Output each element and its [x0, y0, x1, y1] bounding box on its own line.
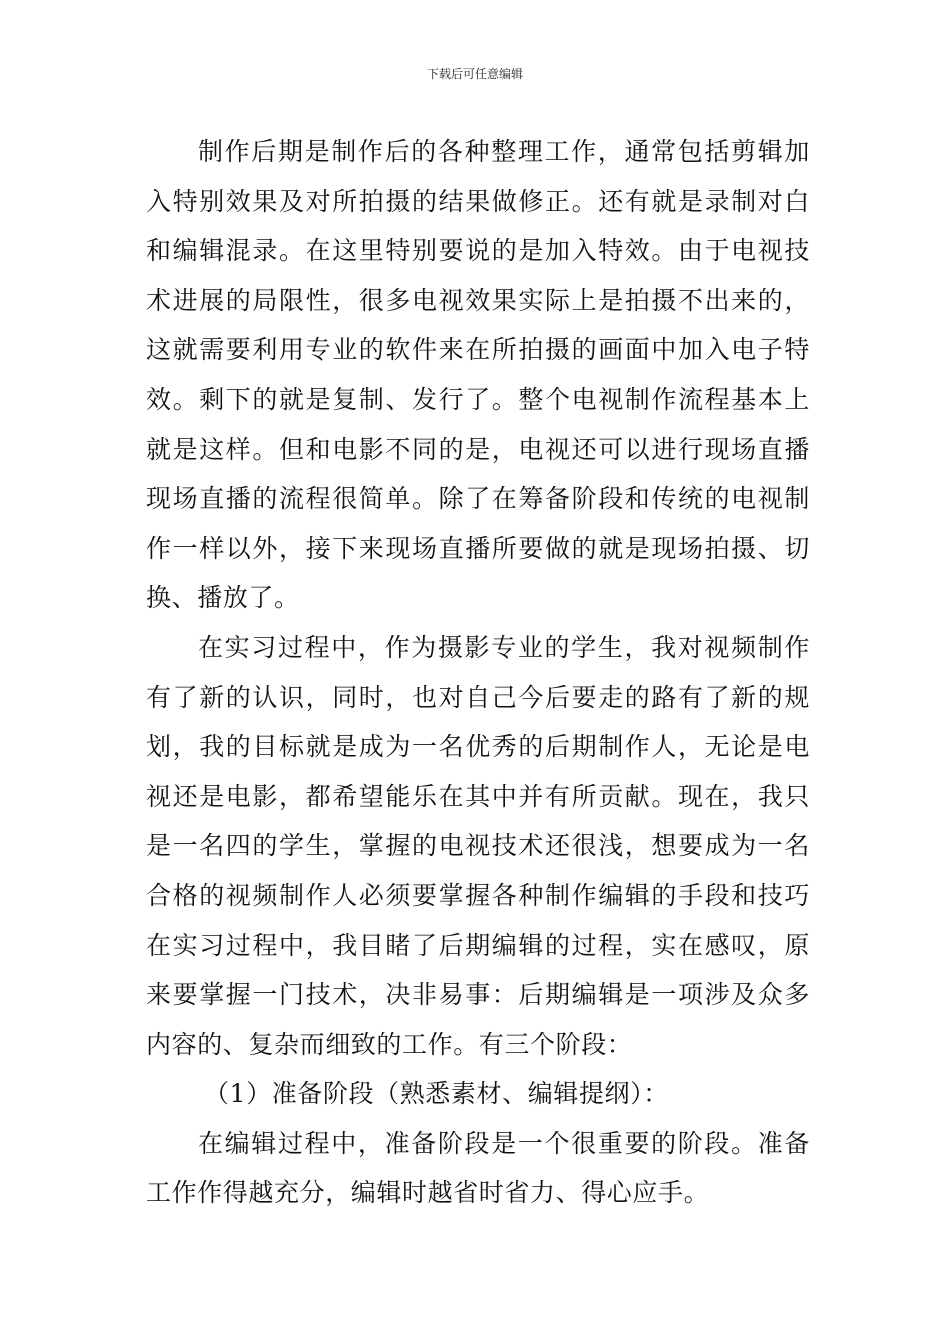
paragraph-post-production: 制作后期是制作后的各种整理工作，通常包括剪辑加入特别效果及对所拍摄的结果做修正。还有就是录制对白和编辑混录。在这里特别要说的是加入特效。由于电视技术进展的局限性，很多电视效果实际上是拍摄不出来的，这就需要利用专业的软件来在所拍摄的画面中加入电子特效。剩下的就是复制、发行了。整个电视制作流程基本上就是这样。但和电影不同的是，电视还可以进行现场直播现场直播的流程很简单。除了在筹备阶段和传统的电视制作一样以外，接下来现场直播所要做的就是现场拍摄、切换、播放了。: [146, 137, 810, 613]
paragraph-internship: 在实习过程中，作为摄影专业的学生，我对视频制作有了新的认识，同时，也对自己今后要走的路有了新的规划，我的目标就是成为一名优秀的后期制作人，无论是电视还是电影，都希望能乐在其中并有所贡献。现在，我只是一名四的学生，掌握的电视技术还很浅，想要成为一名合格的视频制作人必须要掌握各种制作编辑的手段和技巧在实习过程中，我目睹了后期编辑的过程，实在感叹，原来要掌握一门技术，决非易事：后期编辑是一项涉及众多内容的、复杂而细致的工作。有三个阶段：: [146, 632, 810, 1059]
paragraph-stage-heading: （1）准备阶段（熟悉素材、编辑提纲）：: [204, 1079, 669, 1109]
paragraph-preparation: 在编辑过程中，准备阶段是一个很重要的阶段。准备工作作得越充分，编辑时越省时省力、得心应手。: [146, 1128, 810, 1208]
document-body: [146, 127, 810, 1218]
page-header-note: 下载后可任意编辑: [426, 67, 523, 81]
